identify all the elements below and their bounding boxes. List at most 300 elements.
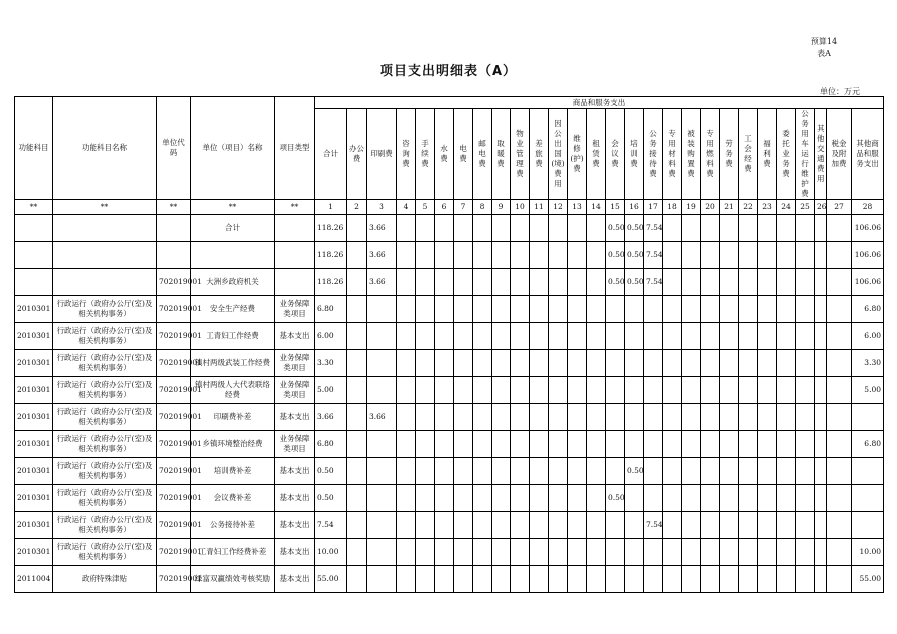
amount-cell (606, 350, 625, 377)
amount-cell (530, 242, 549, 269)
table-body (15, 97, 884, 593)
amount-cell (416, 350, 435, 377)
amount-cell: 3.66 (367, 242, 397, 269)
amount-cell (587, 485, 606, 512)
amount-cell (492, 350, 511, 377)
amount-cell (720, 377, 739, 404)
col-header: 单位（项目）名称 (191, 97, 275, 200)
project-name: 工青妇工作经费补差 (191, 539, 275, 566)
amount-cell (815, 539, 827, 566)
amount-cell (827, 404, 852, 431)
form-code-line1: 预算14 (810, 37, 838, 46)
amount-cell (416, 566, 435, 593)
amount-cell (663, 458, 682, 485)
amount-cell (511, 458, 530, 485)
table-row (15, 512, 884, 539)
function-code: 2010301 (15, 512, 53, 539)
amount-cell: 5.00 (315, 377, 347, 404)
col-code: ** (53, 200, 157, 215)
amount-cell (758, 566, 777, 593)
amount-cell (682, 296, 701, 323)
amount-cell (663, 323, 682, 350)
sub-col-header: 租赁费 (587, 109, 606, 200)
amount-cell (511, 512, 530, 539)
sub-col-header: 福利费 (758, 109, 777, 200)
amount-cell (682, 458, 701, 485)
amount-cell (530, 512, 549, 539)
amount-cell (416, 431, 435, 458)
form-code-line2: 表A (817, 49, 831, 58)
amount-cell (758, 404, 777, 431)
amount-cell: 0.50 (606, 485, 625, 512)
amount-cell: 0.50 (606, 269, 625, 296)
amount-cell (568, 296, 587, 323)
amount-cell (367, 566, 397, 593)
amount-cell (777, 377, 796, 404)
unit-code: 702019001 (157, 377, 191, 404)
amount-cell (347, 296, 367, 323)
amount-cell (568, 269, 587, 296)
amount-cell (511, 485, 530, 512)
amount-cell: 7.54 (315, 512, 347, 539)
amount-cell (568, 539, 587, 566)
amount-cell (606, 512, 625, 539)
amount-cell (663, 485, 682, 512)
amount-cell (739, 539, 758, 566)
col-number: 8 (473, 200, 492, 215)
amount-cell (777, 350, 796, 377)
amount-cell (796, 404, 815, 431)
amount-cell (815, 431, 827, 458)
amount-cell (777, 485, 796, 512)
amount-cell (758, 215, 777, 242)
sub-col-header: 物业管理费 (511, 109, 530, 200)
col-number: 4 (397, 200, 416, 215)
amount-cell (347, 215, 367, 242)
col-number: 11 (530, 200, 549, 215)
sub-col-header: 取暖费 (492, 109, 511, 200)
amount-cell (549, 242, 568, 269)
function-code: 2010301 (15, 404, 53, 431)
unit-code: 702019001 (157, 485, 191, 512)
amount-cell (827, 296, 852, 323)
unit-code: 702019001 (157, 566, 191, 593)
amount-cell (435, 539, 454, 566)
amount-cell (511, 431, 530, 458)
amount-cell: 3.66 (315, 404, 347, 431)
amount-cell (758, 242, 777, 269)
amount-cell (625, 431, 644, 458)
amount-cell (530, 404, 549, 431)
function-name: 政府特殊津贴 (53, 566, 157, 593)
sub-col-header: 公务接待费 (644, 109, 663, 200)
amount-cell (435, 512, 454, 539)
function-name: 行政运行（政府办公厅(室)及相关机构事务） (53, 458, 157, 485)
amount-cell (549, 431, 568, 458)
amount-cell (435, 377, 454, 404)
amount-cell (587, 215, 606, 242)
unit-code: 702019001 (157, 350, 191, 377)
amount-cell (739, 215, 758, 242)
amount-cell (416, 512, 435, 539)
amount-cell (796, 323, 815, 350)
amount-cell (777, 512, 796, 539)
amount-cell (347, 539, 367, 566)
table-row (15, 431, 884, 458)
amount-cell (492, 377, 511, 404)
amount-cell (720, 539, 739, 566)
amount-cell (827, 269, 852, 296)
col-number: 24 (777, 200, 796, 215)
sub-col-header: 培训费 (625, 109, 644, 200)
amount-cell (644, 458, 663, 485)
project-type (275, 215, 315, 242)
amount-cell (473, 350, 492, 377)
amount-cell: 118.26 (315, 242, 347, 269)
amount-cell: 0.50 (606, 215, 625, 242)
amount-cell (473, 431, 492, 458)
amount-cell (796, 431, 815, 458)
amount-cell (663, 512, 682, 539)
project-type: 基本支出 (275, 539, 315, 566)
amount-cell (530, 215, 549, 242)
amount-cell: 0.50 (315, 458, 347, 485)
unit-code: 702019001 (157, 512, 191, 539)
sub-col-header: 咨询费 (397, 109, 416, 200)
amount-cell (435, 296, 454, 323)
amount-cell: 118.26 (315, 215, 347, 242)
amount-cell (347, 350, 367, 377)
amount-cell (644, 485, 663, 512)
amount-cell (701, 458, 720, 485)
amount-cell (587, 350, 606, 377)
project-name: 培训费补差 (191, 458, 275, 485)
amount-cell (397, 566, 416, 593)
col-number: 2 (347, 200, 367, 215)
sub-col-header: 专用材料费 (663, 109, 682, 200)
amount-cell (606, 566, 625, 593)
amount-cell (758, 512, 777, 539)
amount-cell (606, 296, 625, 323)
amount-cell (682, 404, 701, 431)
amount-cell (720, 296, 739, 323)
amount-cell (549, 296, 568, 323)
amount-cell (473, 404, 492, 431)
amount-cell (587, 242, 606, 269)
amount-cell (587, 377, 606, 404)
amount-cell (606, 539, 625, 566)
amount-cell (796, 350, 815, 377)
project-type: 业务保障类项目 (275, 296, 315, 323)
function-code: 2010301 (15, 323, 53, 350)
amount-cell (549, 377, 568, 404)
amount-cell (492, 431, 511, 458)
amount-cell (347, 512, 367, 539)
amount-cell (701, 404, 720, 431)
amount-cell (682, 377, 701, 404)
amount-cell (568, 350, 587, 377)
amount-cell (473, 323, 492, 350)
amount-cell (644, 539, 663, 566)
amount-cell (416, 323, 435, 350)
amount-cell (492, 512, 511, 539)
col-number: 7 (454, 200, 473, 215)
col-number: 12 (549, 200, 568, 215)
sub-col-header: 其他商品和服务支出 (852, 109, 884, 200)
project-name: 合计 (191, 215, 275, 242)
amount-cell (587, 404, 606, 431)
function-name: 行政运行（政府办公厅(室)及相关机构事务） (53, 431, 157, 458)
project-name: 工青妇工作经费 (191, 323, 275, 350)
amount-cell (511, 377, 530, 404)
amount-cell (739, 485, 758, 512)
expense-table (14, 96, 884, 593)
sub-col-header: 劳务费 (720, 109, 739, 200)
amount-cell (568, 242, 587, 269)
amount-cell (777, 242, 796, 269)
amount-cell (815, 458, 827, 485)
amount-cell (758, 431, 777, 458)
amount-cell: 106.06 (852, 269, 884, 296)
amount-cell (701, 566, 720, 593)
amount-cell (492, 269, 511, 296)
project-name: 大洲乡政府机关 (191, 269, 275, 296)
amount-cell (739, 269, 758, 296)
amount-cell (682, 512, 701, 539)
amount-cell (568, 566, 587, 593)
project-type (275, 269, 315, 296)
amount-cell (852, 458, 884, 485)
amount-cell: 7.54 (644, 269, 663, 296)
amount-cell (397, 512, 416, 539)
amount-cell (606, 458, 625, 485)
amount-cell (347, 377, 367, 404)
amount-cell (663, 242, 682, 269)
amount-cell (397, 269, 416, 296)
amount-cell (758, 296, 777, 323)
amount-cell (739, 566, 758, 593)
amount-cell (435, 323, 454, 350)
amount-cell: 0.50 (625, 269, 644, 296)
amount-cell (530, 350, 549, 377)
project-type: 基本支出 (275, 458, 315, 485)
amount-cell (625, 512, 644, 539)
amount-cell (777, 539, 796, 566)
sub-col-header: 合计 (315, 109, 347, 200)
amount-cell (397, 296, 416, 323)
table-row (15, 566, 884, 593)
amount-cell (606, 431, 625, 458)
amount-cell: 0.50 (625, 458, 644, 485)
amount-cell (492, 485, 511, 512)
amount-cell (397, 377, 416, 404)
col-header: 单位代码 (157, 97, 191, 200)
amount-cell (347, 566, 367, 593)
col-header: 项目类型 (275, 97, 315, 200)
function-name: 行政运行（政府办公厅(室)及相关机构事务） (53, 377, 157, 404)
amount-cell (473, 512, 492, 539)
col-number: 22 (739, 200, 758, 215)
amount-cell (549, 485, 568, 512)
amount-cell: 3.66 (367, 404, 397, 431)
amount-cell (511, 566, 530, 593)
amount-cell (682, 269, 701, 296)
unit-code: 702019001 (157, 539, 191, 566)
amount-cell (347, 242, 367, 269)
amount-cell (397, 350, 416, 377)
amount-cell: 55.00 (315, 566, 347, 593)
amount-cell (720, 431, 739, 458)
amount-cell (454, 566, 473, 593)
amount-cell (701, 539, 720, 566)
unit-code: 702019001 (157, 431, 191, 458)
amount-cell (530, 431, 549, 458)
amount-cell (852, 485, 884, 512)
amount-cell: 0.50 (625, 242, 644, 269)
amount-cell (644, 431, 663, 458)
amount-cell (796, 377, 815, 404)
amount-cell (397, 431, 416, 458)
col-number: 13 (568, 200, 587, 215)
amount-cell (568, 485, 587, 512)
amount-cell (758, 350, 777, 377)
sub-col-header: 邮电费 (473, 109, 492, 200)
amount-cell (644, 323, 663, 350)
amount-cell (796, 566, 815, 593)
amount-cell (454, 539, 473, 566)
amount-cell (473, 458, 492, 485)
amount-cell: 5.00 (852, 377, 884, 404)
amount-cell (777, 431, 796, 458)
col-number: 6 (435, 200, 454, 215)
amount-cell (739, 242, 758, 269)
amount-cell (473, 485, 492, 512)
amount-cell (454, 404, 473, 431)
amount-cell (367, 350, 397, 377)
project-type: 基本支出 (275, 485, 315, 512)
function-code: 2010301 (15, 539, 53, 566)
amount-cell (815, 377, 827, 404)
amount-cell (720, 404, 739, 431)
col-number: 28 (852, 200, 884, 215)
amount-cell (796, 458, 815, 485)
amount-cell (827, 242, 852, 269)
amount-cell (777, 269, 796, 296)
amount-cell (530, 539, 549, 566)
amount-cell (796, 242, 815, 269)
amount-cell (827, 431, 852, 458)
amount-cell (587, 323, 606, 350)
project-type: 基本支出 (275, 512, 315, 539)
amount-cell (435, 458, 454, 485)
amount-cell (454, 269, 473, 296)
amount-cell (663, 404, 682, 431)
amount-cell (815, 566, 827, 593)
amount-cell (663, 377, 682, 404)
amount-cell (827, 539, 852, 566)
amount-cell (644, 350, 663, 377)
amount-cell (454, 377, 473, 404)
amount-cell (758, 323, 777, 350)
amount-cell (367, 485, 397, 512)
amount-cell (701, 269, 720, 296)
project-type: 业务保障类项目 (275, 377, 315, 404)
project-name: 绿富双赢绩效考核奖励 (191, 566, 275, 593)
amount-cell (852, 404, 884, 431)
amount-cell (606, 323, 625, 350)
table-row (15, 323, 884, 350)
col-number: 18 (663, 200, 682, 215)
amount-cell (435, 431, 454, 458)
col-number: 26 (815, 200, 827, 215)
sub-col-header: 会议费 (606, 109, 625, 200)
amount-cell (416, 377, 435, 404)
amount-cell (815, 404, 827, 431)
amount-cell (397, 485, 416, 512)
amount-cell (827, 323, 852, 350)
amount-cell (416, 269, 435, 296)
amount-cell (815, 296, 827, 323)
function-code (15, 215, 53, 242)
amount-cell (625, 323, 644, 350)
amount-cell (701, 485, 720, 512)
amount-cell (367, 458, 397, 485)
amount-cell (758, 539, 777, 566)
amount-cell (568, 215, 587, 242)
function-name (53, 242, 157, 269)
col-number: 20 (701, 200, 720, 215)
amount-cell (587, 431, 606, 458)
project-name: 公务接待补差 (191, 512, 275, 539)
table-row (15, 215, 884, 242)
amount-cell (530, 296, 549, 323)
amount-cell (511, 215, 530, 242)
col-code: ** (275, 200, 315, 215)
sub-col-header: 工会经费 (739, 109, 758, 200)
group-header: 商品和服务支出 (315, 97, 884, 109)
amount-cell (720, 323, 739, 350)
amount-cell: 3.30 (315, 350, 347, 377)
amount-cell (416, 458, 435, 485)
amount-cell (682, 215, 701, 242)
amount-cell (416, 242, 435, 269)
header-row-group (15, 97, 884, 109)
sub-col-header: 公务用车运行维护费 (796, 109, 815, 200)
amount-cell (663, 350, 682, 377)
amount-cell (454, 458, 473, 485)
amount-cell (568, 404, 587, 431)
amount-cell (416, 404, 435, 431)
sub-col-header: 水费 (435, 109, 454, 200)
amount-cell (454, 350, 473, 377)
function-name: 行政运行（政府办公厅(室)及相关机构事务） (53, 485, 157, 512)
amount-cell (720, 242, 739, 269)
amount-cell (777, 296, 796, 323)
amount-cell (644, 377, 663, 404)
amount-cell (347, 269, 367, 296)
table-row (15, 485, 884, 512)
amount-cell (367, 296, 397, 323)
function-code: 2010301 (15, 485, 53, 512)
table-row (15, 296, 884, 323)
amount-cell (682, 350, 701, 377)
amount-cell (435, 404, 454, 431)
amount-cell (397, 215, 416, 242)
amount-cell (511, 404, 530, 431)
function-name: 行政运行（政府办公厅(室)及相关机构事务） (53, 296, 157, 323)
amount-cell (367, 431, 397, 458)
amount-cell (511, 296, 530, 323)
